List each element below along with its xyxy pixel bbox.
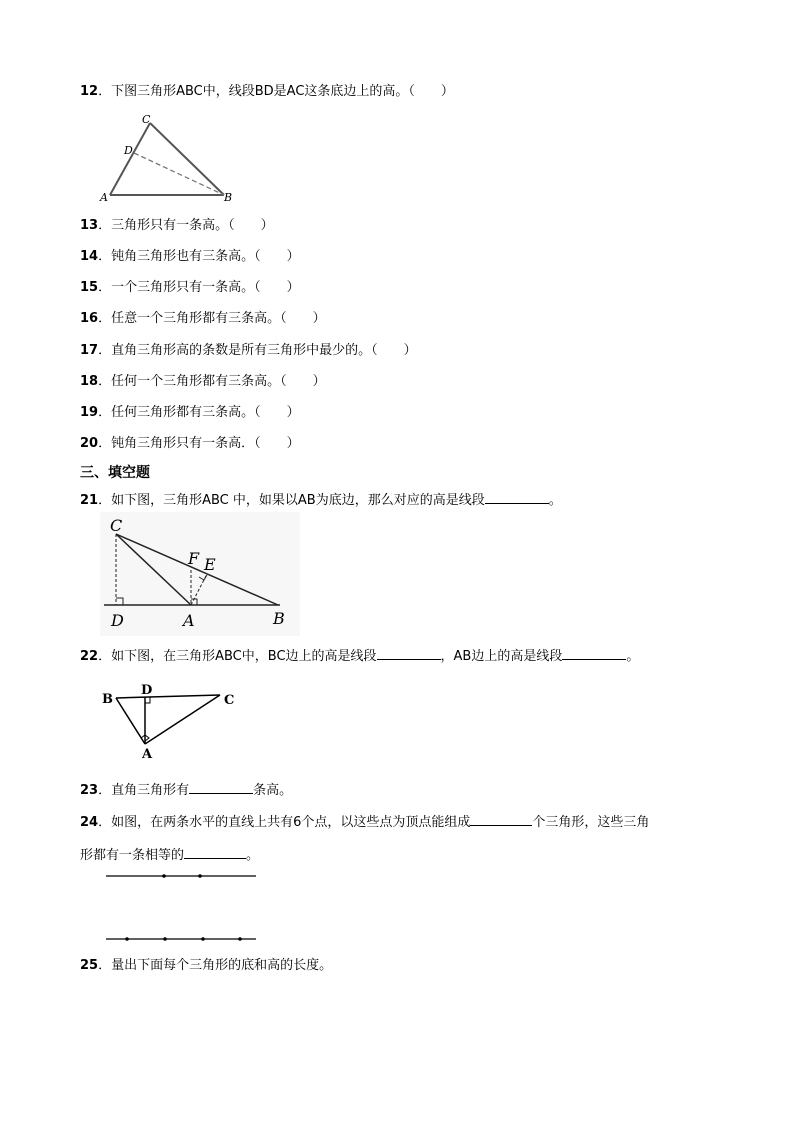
question-number: 12 [80, 84, 99, 99]
question-text: 形都有一条相等的 [80, 848, 185, 863]
vertex-c-label: C [142, 113, 151, 126]
question-text-mid: 个三角形，这些三角 [532, 815, 650, 830]
section-heading-fill-in: 三、填空题 [80, 465, 150, 481]
answer-blank-bc-height[interactable] [377, 645, 441, 660]
question-15 [80, 279, 300, 297]
vertex-a-label: A [183, 611, 195, 630]
question-text-end: 条高。 [253, 783, 293, 798]
question-number: 22 [80, 649, 99, 664]
triangle-abc-figure-21 [100, 512, 300, 636]
question-21 [80, 489, 562, 510]
question-text: ．直角三角形有 [98, 783, 190, 798]
question-text: ．如图，在两条水平的直线上共有6个点，以这些点为顶点能组成 [98, 815, 471, 830]
vertex-c-label: C [110, 516, 123, 535]
question-text: ．如下图，三角形ABC 中，如果以AB为底边，那么对应的高是线段 [98, 493, 485, 508]
vertex-c-label: C [224, 693, 235, 708]
point-d-label: D [141, 683, 153, 698]
answer-blank-equal-part[interactable] [184, 844, 246, 859]
answer-blank-triangle-count[interactable] [470, 811, 532, 826]
question-text: ．下图三角形ABC中，线段BD是AC这条底边上的高。（ ） [98, 84, 454, 99]
point-e-label: E [204, 555, 216, 574]
question-23 [80, 779, 292, 800]
answer-blank-ab-height[interactable] [562, 645, 626, 660]
question-text: ．任意一个三角形都有三条高。（ ） [98, 311, 326, 326]
question-text-end: 。 [548, 493, 562, 508]
parallel-lines-figure-24 [104, 868, 260, 948]
answer-blank[interactable] [485, 489, 549, 504]
question-17 [80, 342, 417, 360]
question-text-end: 。 [626, 649, 640, 664]
question-number: 24 [80, 815, 99, 830]
question-text: ．钝角三角形也有三条高。（ ） [98, 249, 300, 264]
question-number: 25 [80, 958, 99, 973]
question-text: ．量出下面每个三角形的底和高的长度。 [98, 958, 333, 973]
question-20 [80, 435, 300, 453]
question-text: ．一个三角形只有一条高。（ ） [98, 280, 300, 295]
question-text: ．如下图，在三角形ABC中，BC边上的高是线段 [98, 649, 377, 664]
point-d-label: D [111, 611, 124, 630]
question-25 [80, 957, 332, 975]
question-number: 23 [80, 783, 99, 798]
vertex-a-label: A [142, 747, 153, 762]
question-24-line-2 [80, 844, 259, 865]
question-number: 14 [80, 249, 99, 264]
question-number: 20 [80, 436, 99, 451]
question-number: 13 [80, 218, 99, 233]
vertex-a-label: A [100, 191, 108, 204]
triangle-abc-figure-22 [100, 682, 245, 762]
question-24 [80, 811, 649, 832]
question-number: 19 [80, 405, 99, 420]
question-18 [80, 373, 326, 391]
question-text: ．任何三角形都有三条高。（ ） [98, 405, 300, 420]
question-text: ．任何一个三角形都有三条高。（ ） [98, 374, 326, 389]
point-f-label: F [188, 549, 200, 568]
question-text: ．直角三角形高的条数是所有三角形中最少的。（ ） [98, 343, 417, 358]
vertex-b-label: B [273, 609, 285, 628]
question-text-end: 。 [246, 848, 260, 863]
question-number: 15 [80, 280, 99, 295]
vertex-b-label: B [224, 191, 233, 204]
question-number: 18 [80, 374, 99, 389]
vertex-d-label: D [124, 144, 133, 157]
question-text: ．三角形只有一条高。（ ） [98, 218, 274, 233]
question-text-mid: ，AB边上的高是线段 [440, 649, 563, 664]
question-22 [80, 645, 639, 666]
question-16 [80, 310, 326, 328]
question-14 [80, 248, 300, 266]
question-number: 16 [80, 311, 99, 326]
question-12 [80, 83, 454, 101]
question-text: ．钝角三角形只有一条高．（ ） [98, 436, 300, 451]
vertex-b-label: B [102, 692, 113, 707]
question-number: 21 [80, 493, 99, 508]
triangle-abc-figure-12 [98, 113, 238, 205]
question-19 [80, 404, 300, 422]
question-number: 17 [80, 343, 99, 358]
answer-blank[interactable] [189, 779, 253, 794]
question-13 [80, 217, 274, 235]
